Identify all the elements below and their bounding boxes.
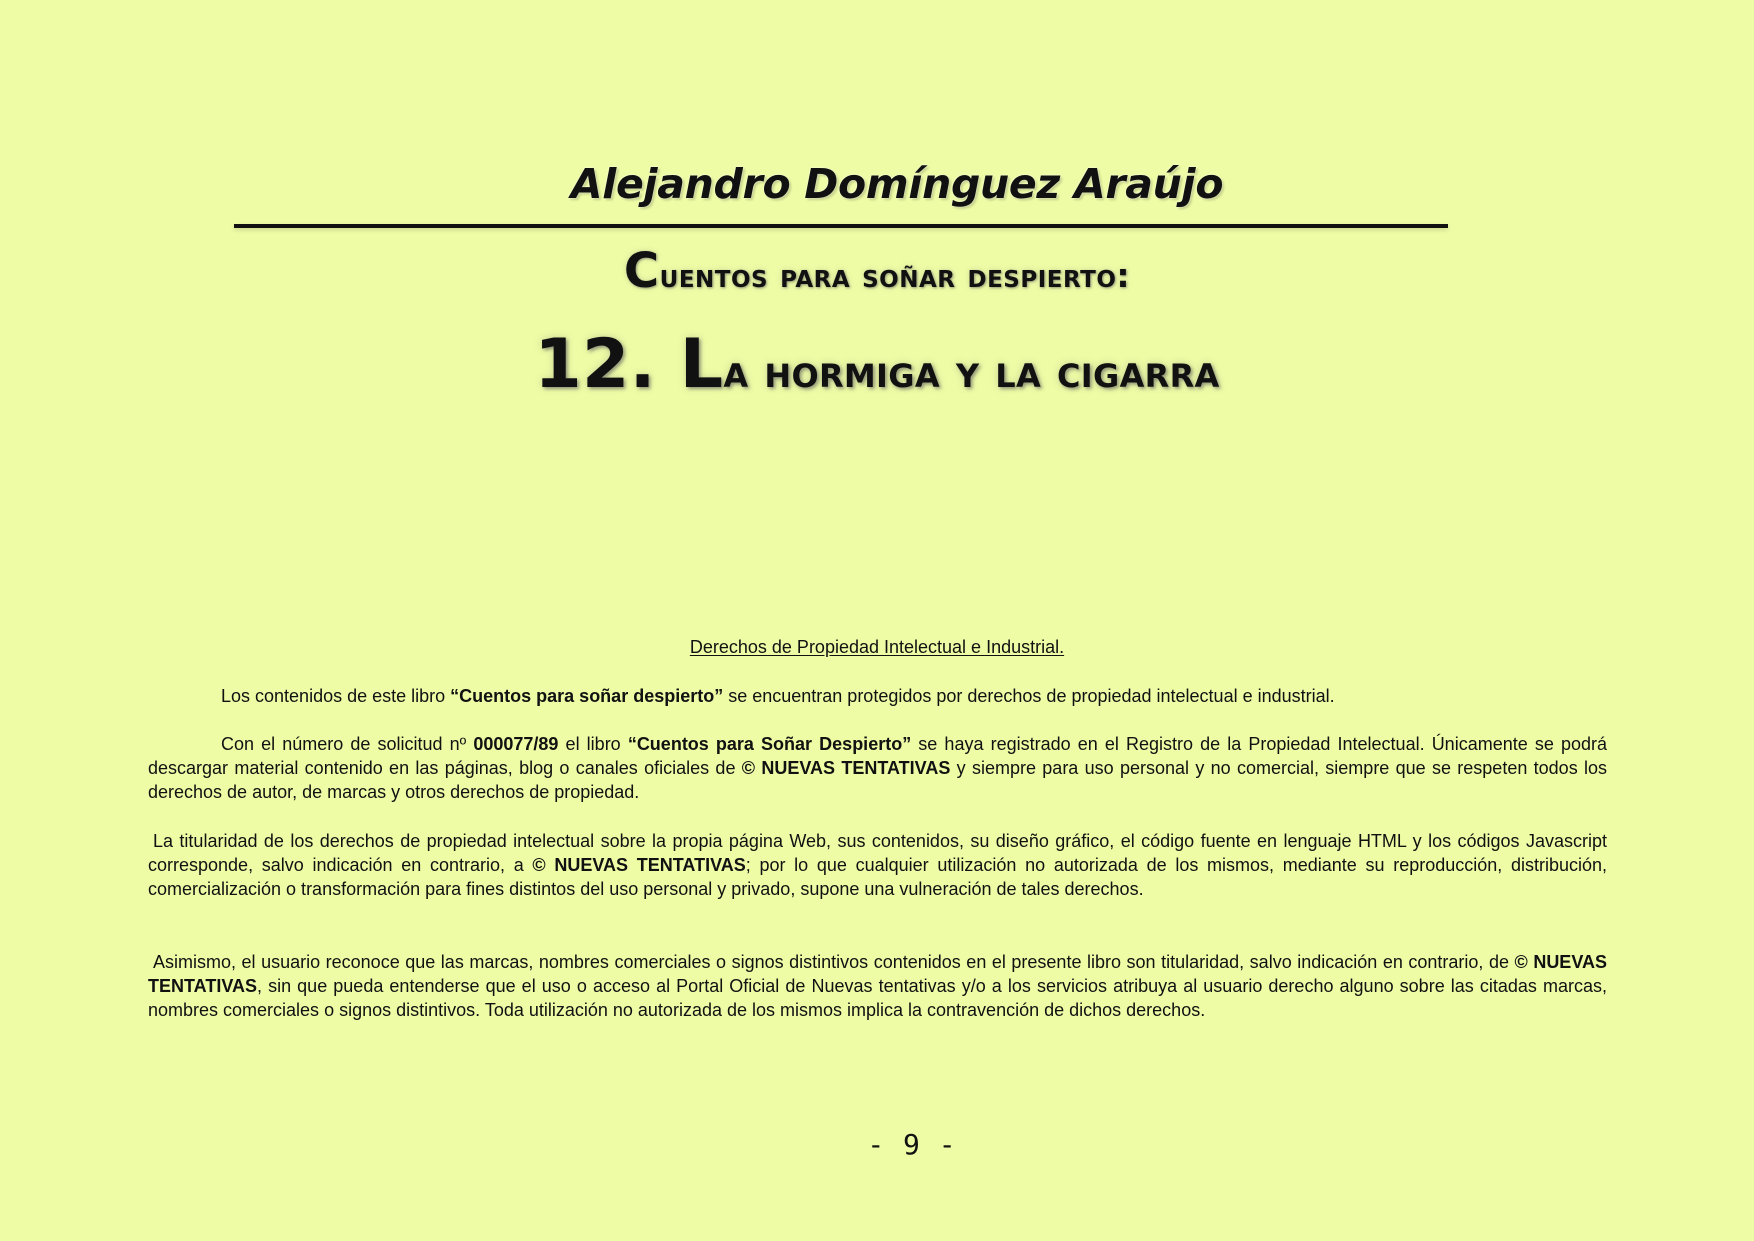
story-title-initial: L [679,325,724,404]
author-name: Alejandro Domínguez Araújo [570,160,1224,208]
story-title [0,325,1754,404]
series-title-initial: C [623,243,660,299]
rights-paragraph-2 [148,732,1607,804]
rights-paragraph-4-bold-1: © NUEVAS TENTATIVAS [148,952,1607,996]
rights-paragraph-2-text-2: el libro [558,734,628,754]
rights-paragraph-1 [148,684,1607,708]
rights-paragraph-1-text-2: se encuentran protegidos por derechos de propiedad intelectual e industrial. [723,686,1335,706]
rights-heading: Derechos de Propiedad Intelectual e Industrial. [689,637,1065,657]
story-title-rest: a hormiga y la cigarra [723,345,1220,398]
rights-paragraph-4-text-2: , sin que pueda entenderse que el uso o acceso al Portal Oficial de Nuevas tentativas y/o a los servicios atribuya al usuario derecho alguno sobre las citadas marcas, nombres comerciales o signos distintivos. Toda utilización no autorizada de los mismos implica la contravención de dichos derechos. [148,976,1607,1020]
header-rule [234,224,1448,228]
rights-paragraph-3-text-2: ; por lo que cualquier utilización no autorizada de los mismos, mediante su reproducción, distribución, comercialización o transformación para fines distintos del uso personal y privado, supone una vulneración de tales derechos. [148,855,1608,899]
series-title [0,243,1754,299]
rights-paragraph-1-text-1: Los contenidos de este libro [221,686,451,706]
rights-paragraph-2-text-1: Con el número de solicitud nº [221,734,474,754]
rights-paragraph-2-bold-2: “Cuentos para Soñar Despierto” [627,734,912,754]
rights-paragraph-3-bold-1: © NUEVAS TENTATIVAS [532,855,746,875]
rights-paragraph-1-bold-1: “Cuentos para soñar despierto” [450,686,724,706]
rights-paragraph-3-text-1: La titularidad de los derechos de propiedad intelectual sobre la propia página Web, sus contenidos, su diseño gráfico, el código fuente en lenguaje HTML y los códigos Javascript corresponde, salvo indicación en contrario, a [148,831,1607,875]
rights-paragraph-2-text-4: y siempre para uso personal y no comercial, siempre que se respeten todos los derechos de autor, de marcas y otros derechos de propiedad. [148,758,1608,802]
rights-paragraph-4 [148,950,1607,1022]
series-title-rest: uentos para soñar despierto: [659,256,1131,295]
page-number: - 9 - [867,1128,957,1161]
rights-paragraph-2-bold-1: 000077/89 [473,734,559,754]
story-title-number: 12. [534,325,680,404]
rights-paragraph-2-text-3: se haya registrado en el Registro de la Propiedad Intelectual. Únicamente se podrá descargar material contenido en las páginas, blog o canales oficiales de [148,734,1608,778]
rights-paragraph-4-text-1: Asimismo, el usuario reconoce que las marcas, nombres comerciales o signos distintivos contenidos en el presente libro son titularidad, salvo indicación en contrario, de [153,952,1515,972]
rights-paragraph-3 [148,829,1607,901]
rights-paragraph-2-bold-3: © NUEVAS TENTATIVAS [741,758,951,778]
